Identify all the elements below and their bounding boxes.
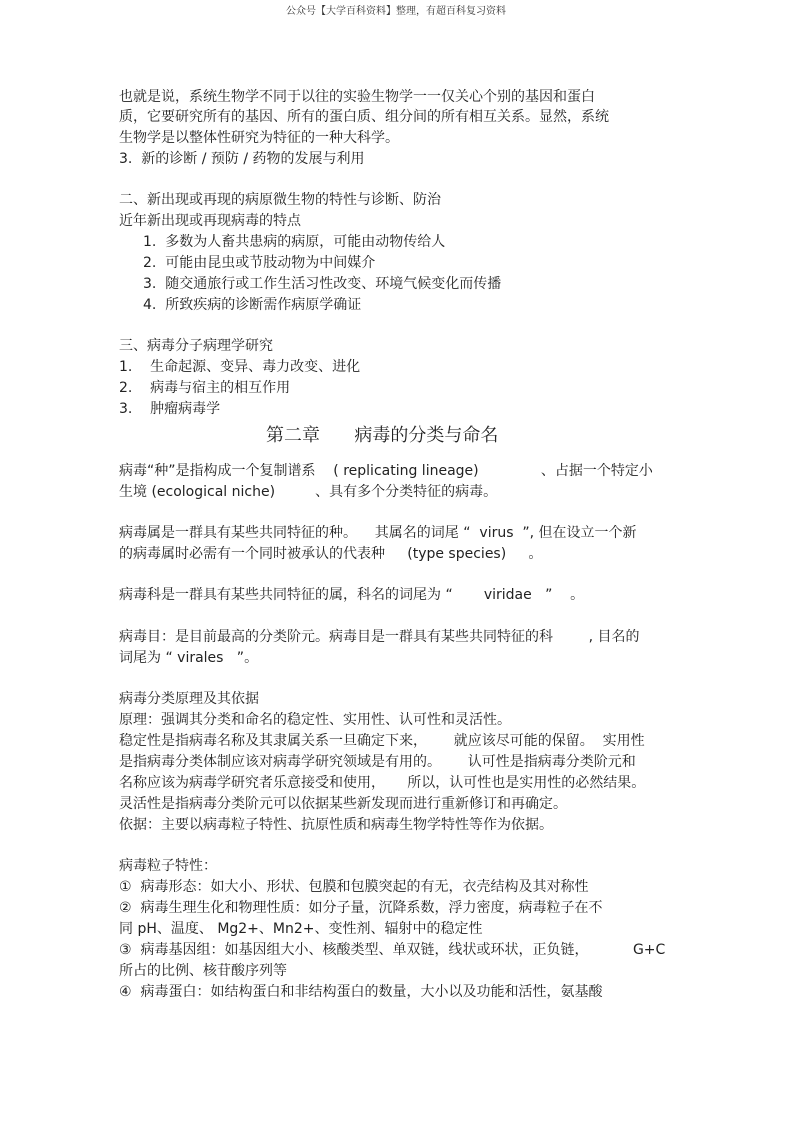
text-line: 质，它要研究所有的基因、所有的蛋白质、组分间的所有相互关系。显然，系统 — [119, 109, 609, 125]
list-item: ③ 病毒基因组：如基因组大小、核酸类型、单双链，线状或环状，正负链， G+C — [119, 942, 666, 958]
text-line: 依据：主要以病毒粒子特性、抗原性质和病毒生物学特性等作为依据。 — [119, 817, 553, 833]
list-item: 2. 病毒与宿主的相互作用 — [119, 380, 291, 396]
text-line: 同 pH、温度、 Mg2+、Mn2+、变性剂、辐射中的稳定性 — [119, 921, 483, 937]
text-line: 词尾为 “ virales ”。 — [119, 650, 259, 666]
list-item: ① 病毒形态：如大小、形状、包膜和包膜突起的有无，衣壳结构及其对称性 — [119, 879, 589, 895]
list-item: ② 病毒生理生化和物理性质：如分子量，沉降系数，浮力密度，病毒粒子在不 — [119, 900, 603, 916]
section-heading: 病毒粒子特性： — [119, 858, 217, 874]
text-line: 病毒目：是目前最高的分类阶元。病毒目是一群具有某些共同特征的科 , 目名的 — [119, 629, 640, 645]
list-item: ④ 病毒蛋白：如结构蛋白和非结构蛋白的数量，大小以及功能和活性，氨基酸 — [119, 984, 603, 1000]
section-heading: 三、病毒分子病理学研究 — [119, 338, 273, 354]
text-line: 生境 (ecological niche) 、具有多个分类特征的病毒。 — [119, 484, 498, 500]
text-line: 病毒属是一群具有某些共同特征的种。 其属名的词尾 “ virus ”, 但在设立一个新 — [119, 525, 637, 541]
page-header: 公众号【大学百科资料】整理，有超百科复习资料 — [286, 6, 506, 17]
list-item: 1. 多数为人畜共患病的病原，可能由动物传给人 — [143, 234, 446, 250]
text-line: 名称应该为病毒学研究者乐意接受和使用， 所以，认可性也是实用性的必然结果。 — [119, 775, 646, 791]
text-line: 病毒“种”是指构成一个复制谱系 ( replicating lineage) 、占据一个特定小 — [119, 463, 653, 479]
text-line: 灵活性是指病毒分类阶元可以依据某些新发现而进行重新修订和再确定。 — [119, 796, 567, 812]
text-line: 原理：强调其分类和命名的稳定性、实用性、认可性和灵活性。 — [119, 712, 511, 728]
text-line: 近年新出现或再现病毒的特点 — [119, 213, 301, 229]
text-line: 所占的比例、核苷酸序列等 — [119, 963, 287, 979]
text-line: 也就是说，系统生物学不同于以往的实验生物学一一仅关心个别的基因和蛋白 — [119, 89, 595, 105]
list-item: 1. 生命起源、变异、毒力改变、进化 — [119, 359, 361, 375]
chapter-title: 第二章 病毒的分类与命名 — [266, 425, 499, 446]
text-line: 是指病毒分类体制应该对病毒学研究领域是有用的。 认可性是指病毒分类阶元和 — [119, 754, 636, 770]
text-line: 稳定性是指病毒名称及其隶属关系一旦确定下来， 就应该尽可能的保留。 实用性 — [119, 733, 645, 749]
text-line: 病毒科是一群具有某些共同特征的属，科名的词尾为 “ viridae ” 。 — [119, 587, 585, 603]
list-item: 3. 肿瘤病毒学 — [119, 401, 221, 417]
text-line: 的病毒属时必需有一个同时被承认的代表种 (type species) 。 — [119, 546, 543, 562]
list-item: 4. 所致疾病的诊断需作病原学确证 — [143, 297, 362, 313]
list-item: 3. 新的诊断 / 预防 / 药物的发展与利用 — [119, 151, 365, 167]
list-item: 2. 可能由昆虫或节肢动物为中间媒介 — [143, 255, 376, 271]
section-heading: 二、新出现或再现的病原微生物的特性与诊断、防治 — [119, 192, 441, 208]
text-line: 生物学是以整体性研究为特征的一种大科学。 — [119, 130, 399, 146]
section-heading: 病毒分类原理及其依据 — [119, 691, 259, 707]
list-item: 3. 随交通旅行或工作生活习性改变、环境气候变化而传播 — [143, 276, 502, 292]
